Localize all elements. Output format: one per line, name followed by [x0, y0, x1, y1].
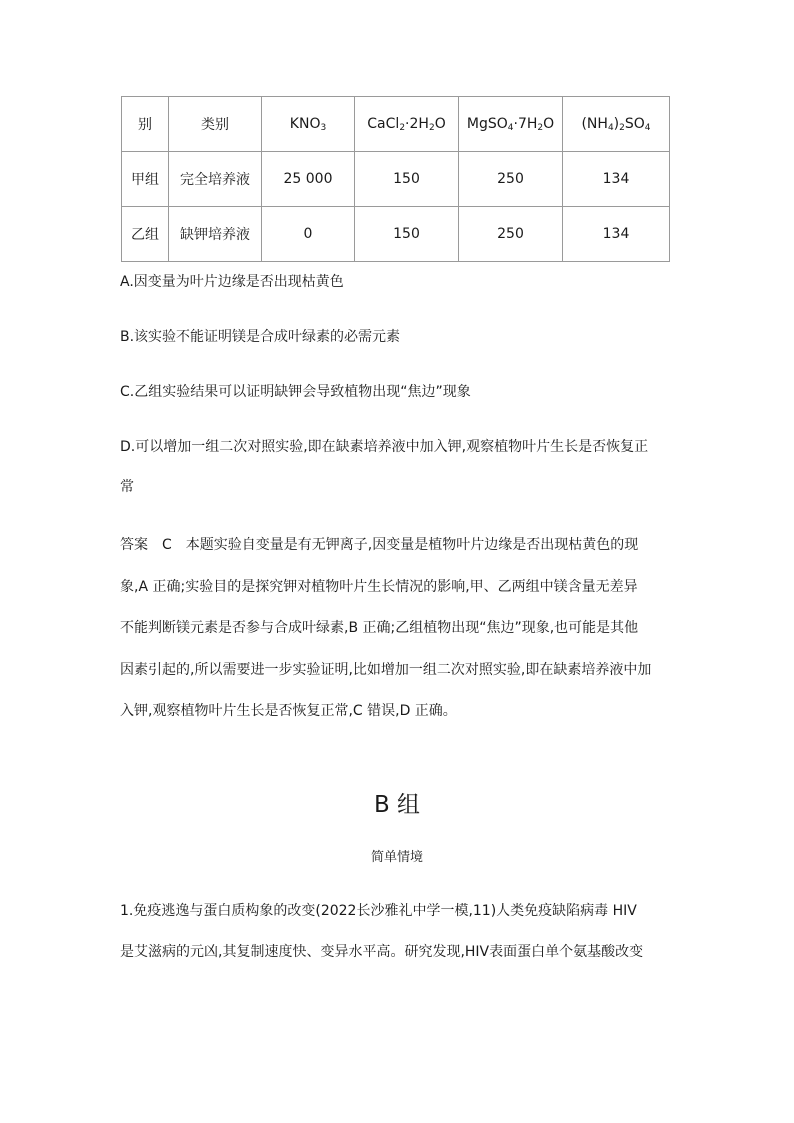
table-header-cell: $MgSO_4\cdot 7H_2O$: [459, 97, 563, 152]
question-line: 是艾滋病的元凶,其复制速度快、变异水平高。研究发现,HIV表面蛋白单个氨基酸改变: [120, 944, 644, 960]
table-cell: 134: [563, 207, 670, 262]
table-header-cell: 类别: [169, 97, 262, 152]
table-cell: 134: [563, 152, 670, 207]
option-d-continued: 常: [120, 479, 134, 495]
table-cell: 150: [355, 207, 459, 262]
table-cell: 150: [355, 152, 459, 207]
table-cell: 250: [459, 152, 563, 207]
answer-line: 因素引起的,所以需要进一步实验证明,比如增加一组二次对照实验,即在缺素培养液中加: [120, 662, 652, 678]
table-cell: 完全培养液: [169, 152, 262, 207]
option-d: D.可以增加一组二次对照实验,即在缺素培养液中加入钾,观察植物叶片生长是否恢复正: [120, 439, 649, 455]
option-a: A.因变量为叶片边缘是否出现枯黄色: [120, 274, 344, 290]
table-cell: 甲组: [122, 152, 169, 207]
answer-line: 不能判断镁元素是否参与合成叶绿素,B 正确;乙组植物出现“焦边”现象,也可能是其他: [120, 620, 639, 636]
section-title: B 组: [373, 792, 421, 818]
table-cell: 0: [262, 207, 355, 262]
table-header-cell: 别: [122, 97, 169, 152]
answer-line: 象,A 正确;实验目的是探究钾对植物叶片生长情况的影响,甲、乙两组中镁含量无差异: [120, 579, 638, 595]
question-line: 1.免疫逃逸与蛋白质构象的改变(2022长沙雅礼中学一模,11)人类免疫缺陷病毒 HIV: [120, 903, 637, 919]
section-subtitle: 简单情境: [370, 850, 423, 865]
table-cell: 乙组: [122, 207, 169, 262]
table-header-cell: $CaCl_2\cdot 2H_2O$: [355, 97, 459, 152]
table-cell: 缺钾培养液: [169, 207, 262, 262]
option-b: B.该实验不能证明镁是合成叶绿素的必需元素: [120, 329, 401, 345]
option-c: C.乙组实验结果可以证明缺钾会导致植物出现“焦边”现象: [120, 384, 471, 400]
table-cell: 25 000: [262, 152, 355, 207]
table-row: [122, 207, 670, 262]
table-header-cell: $KNO_3$: [262, 97, 355, 152]
answer-line: 入钾,观察植物叶片生长是否恢复正常,C 错误,D 正确。: [120, 703, 457, 719]
table-row: [122, 152, 670, 207]
answer-line: 答案 C 本题实验自变量是有无钾离子,因变量是植物叶片边缘是否出现枯黄色的现: [120, 537, 639, 553]
table-header-cell: $(NH_4)_2SO_4$: [563, 97, 670, 152]
table-cell: 250: [459, 207, 563, 262]
table-header-row: [122, 97, 670, 152]
nutrient-table: [121, 96, 670, 262]
